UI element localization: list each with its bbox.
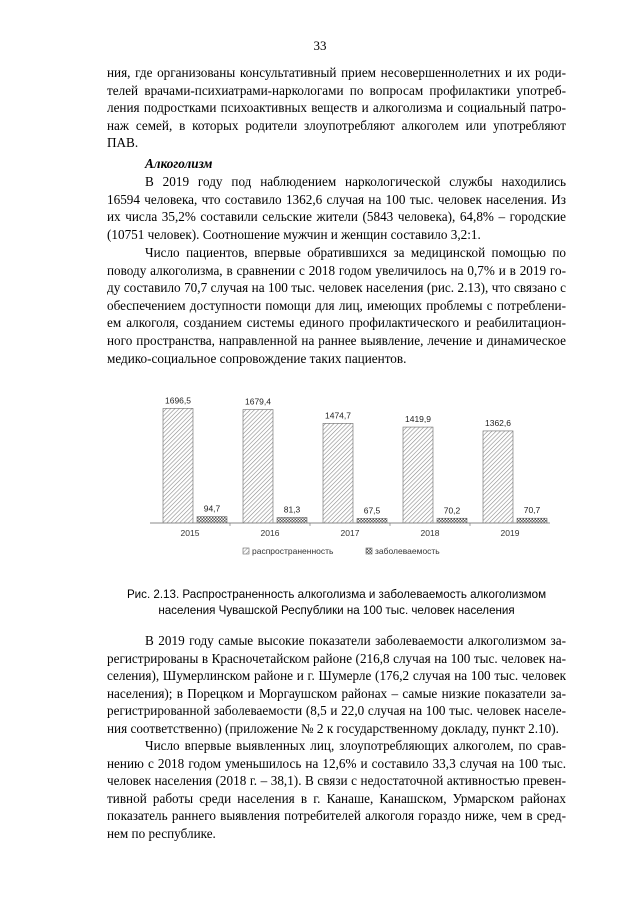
- paragraph-observation: [107, 173, 566, 243]
- caption-line: населения Чувашской Республики на 100 тыс. человек населения: [158, 604, 515, 617]
- paragraph-districts: [107, 632, 566, 738]
- section-heading: Алкоголизм: [145, 156, 213, 171]
- text-line: обеспечением доступности помощи для лиц, имеющих проблемы с потреблени-: [107, 297, 566, 313]
- text-line: Число впервые выявленных лиц, злоупотребляющих алкоголем, по срав-: [145, 738, 566, 753]
- legend-swatch-incidence: [366, 548, 372, 554]
- text-line: Число пациентов, впервые обратившихся за медицинской помощью по: [145, 245, 566, 260]
- paragraph-early-detection: [107, 737, 566, 843]
- legend-swatch-prevalence: [243, 548, 249, 554]
- paragraph-patients: [107, 244, 566, 367]
- text-line: их числа 35,2% составили сельские жители (5843 человека), 64,8% – городские: [107, 209, 566, 225]
- x-tick-label: 2016: [260, 528, 280, 538]
- text-line: медико-социальное сопровождение таких пациентов.: [107, 350, 407, 366]
- data-label-prevalence: 1419,9: [405, 414, 431, 425]
- text-line: ПАВ.: [107, 135, 139, 151]
- legend-label-incidence: заболеваемость: [375, 546, 440, 556]
- text-line: ния соответственно) (приложение № 2 к государственному докладу, пункт 2.10).: [107, 720, 559, 736]
- data-label-prevalence: 1474,7: [325, 410, 351, 421]
- data-label-incidence: 67,5: [363, 505, 381, 516]
- text-line: поводу алкоголизма, в сравнении с 2018 годом увеличилось на 0,7% и в 2019 го-: [107, 262, 566, 278]
- text-line: показатель раннего выявления потребителей алкоголя гораздо ниже, чем в сред-: [107, 808, 566, 824]
- bar-incidence: [277, 518, 307, 523]
- text-line: регистрированы в Красночетайском районе (216,8 случая на 100 тыс. человек на-: [107, 650, 566, 666]
- bar-incidence: [197, 517, 227, 523]
- bar-incidence: [517, 518, 547, 523]
- text-line: человек населения (2018 г. – 38,1). В связи с недостаточной активностью превен-: [107, 773, 566, 789]
- bar-prevalence: [323, 423, 353, 523]
- data-label-prevalence: 1696,5: [165, 395, 191, 406]
- figure-caption: [107, 587, 566, 619]
- paragraph-intro: [107, 64, 566, 152]
- bar-incidence: [437, 518, 467, 523]
- text-line: ем алкоголя, созданием системы единого профилактического и реабилитацион-: [107, 315, 566, 331]
- data-label-prevalence: 1679,4: [245, 396, 271, 407]
- page-number: 33: [313, 38, 327, 53]
- text-line: ного пространства, направленной на раннее выявление, лечение и динамическое: [107, 332, 566, 348]
- text-line: (10751 человек). Соотношение мужчин и женщин составило 3,2:1.: [107, 226, 481, 242]
- text-line: ния, где организованы консультативный прием несовершеннолетних и их роди-: [107, 65, 566, 80]
- x-tick-label: 2019: [500, 528, 520, 538]
- data-label-incidence: 81,3: [283, 504, 301, 515]
- text-line: наж семей, в которых родители злоупотребляют алкоголем или употребляют: [107, 117, 566, 133]
- x-tick-label: 2018: [420, 528, 440, 538]
- text-line: нению с 2018 годом уменьшилось на 12,6% и составило 33,3 случая на 100 тыс.: [107, 755, 566, 771]
- caption-line: Рис. 2.13. Распространенность алкоголизма и заболеваемость алкоголизмом: [126, 588, 547, 601]
- data-label-incidence: 70,7: [523, 505, 541, 516]
- bar-chart-svg: [140, 388, 560, 563]
- text-line: ду составило 70,7 случая на 100 тыс. человек населения (рис. 2.13), что связано с: [107, 280, 566, 296]
- data-label-prevalence: 1362,6: [485, 417, 511, 428]
- text-line: селения), Шумерлинском районе и г. Шумерле (176,2 случая на 100 тыс. человек: [107, 668, 566, 684]
- data-label-incidence: 70,2: [443, 505, 461, 516]
- bar-chart: [140, 388, 560, 563]
- bar-prevalence: [403, 427, 433, 523]
- data-label-incidence: 94,7: [203, 503, 221, 514]
- text-line: В 2019 году самые высокие показатели заболеваемости алкоголизмом за-: [145, 633, 566, 648]
- x-tick-label: 2015: [180, 528, 200, 538]
- text-line: 16594 человека, что составило 1362,6 случая на 100 тыс. человек населения. Из: [107, 191, 566, 207]
- text-line: регистрированной заболеваемости (8,5 и 22,0 случая на 100 тыс. человек населе-: [107, 703, 566, 719]
- legend-label-prevalence: распространенность: [252, 546, 334, 556]
- text-line: ления подростками психоактивных веществ и алкоголизма и социальный патро-: [107, 100, 566, 116]
- bar-prevalence: [483, 431, 513, 523]
- text-line: нем по республике.: [107, 825, 216, 841]
- x-tick-label: 2017: [340, 528, 360, 538]
- text-line: населения); в Порецком и Моргаушском районах – самые низкие показатели за-: [107, 685, 566, 701]
- text-line: В 2019 году под наблюдением наркологической службы находились: [145, 174, 566, 189]
- text-line: тивной работы среди населения в г. Канаше, Канашском, Урмарском районах: [107, 790, 566, 806]
- bar-prevalence: [243, 410, 273, 523]
- bar-incidence: [357, 518, 387, 523]
- text-line: телей врачами-психиатрами-наркологами по вопросам профилактики употреб-: [107, 82, 566, 98]
- bar-prevalence: [163, 408, 193, 523]
- chart-legend: [243, 546, 440, 556]
